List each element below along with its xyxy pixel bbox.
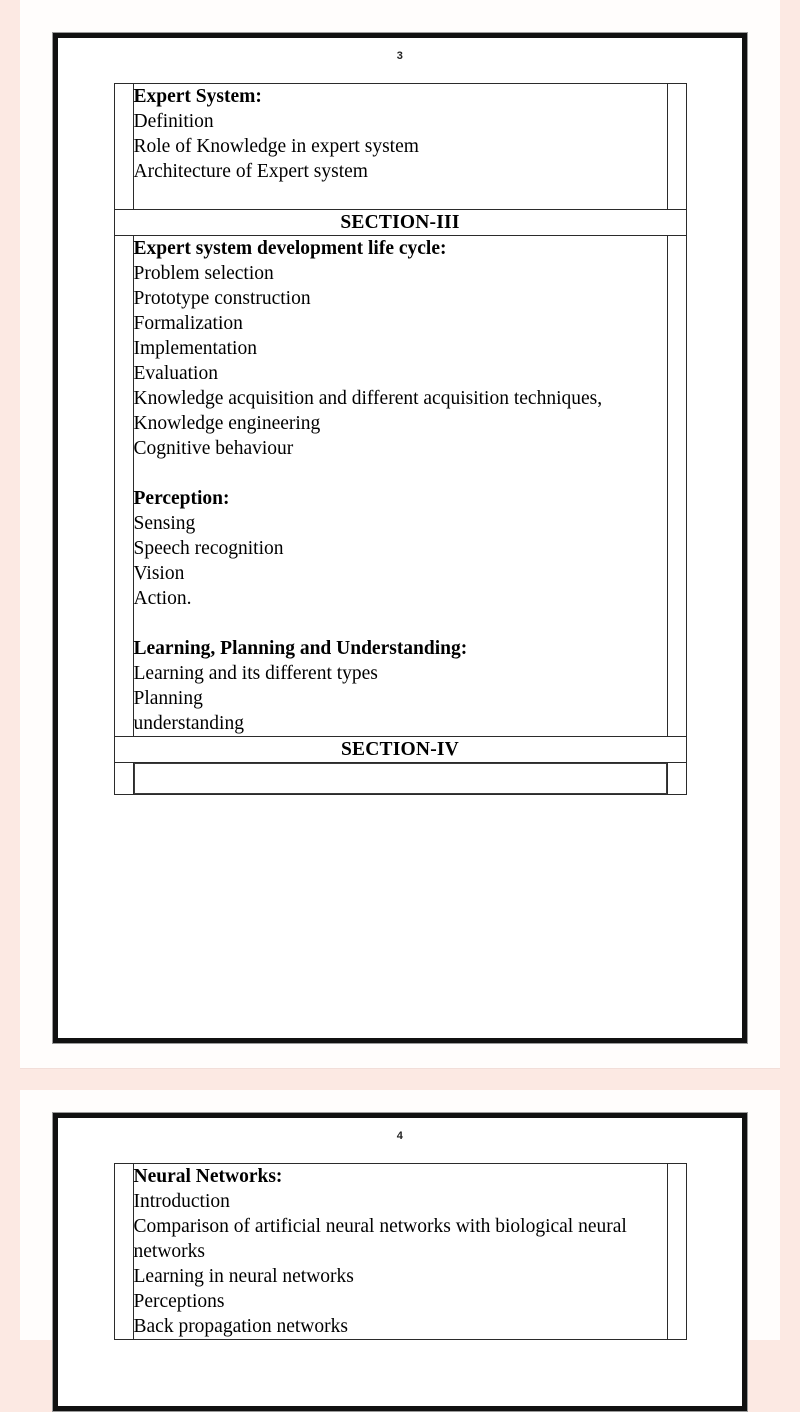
page-number-4: 4 [396, 1130, 404, 1142]
topic-line: understanding [133, 713, 244, 734]
table-row [114, 236, 686, 737]
blank-line [134, 611, 667, 636]
topic-line: Cognitive behaviour [133, 438, 294, 459]
topic-line: Evaluation [133, 363, 218, 384]
left-rail-cell [114, 1164, 133, 1340]
topic-line: Introduction [133, 1191, 230, 1212]
topic-cell-neural-networks [133, 1164, 667, 1340]
topic-heading: Learning, Planning and Understanding: [133, 638, 468, 659]
syllabus-table-page-4 [114, 1163, 687, 1340]
topic-cell-expert-system [133, 84, 667, 210]
page-separator-gap [20, 1068, 780, 1090]
topic-heading: Expert system development life cycle: [133, 238, 447, 259]
page-4-frame [53, 1113, 747, 1411]
section-heading-iv: SECTION-IV [114, 737, 686, 763]
topic-line: Vision [133, 563, 185, 584]
left-rail-cell [114, 763, 133, 795]
table-row [114, 210, 686, 236]
right-rail-cell [667, 236, 686, 737]
section-heading-iii: SECTION-III [114, 210, 686, 236]
left-rail-cell [114, 84, 133, 210]
empty-content-cell [133, 763, 667, 795]
topic-heading: Neural Networks: [133, 1166, 283, 1187]
topic-line: Back propagation networks [133, 1316, 348, 1337]
topic-line: Comparison of artificial neural networks with biological neural networks [133, 1216, 627, 1262]
topic-line: Sensing [133, 513, 196, 534]
table-row [114, 84, 686, 210]
table-row [114, 763, 686, 795]
document-viewport[interactable] [20, 0, 780, 1340]
topic-line: Action. [133, 588, 192, 609]
empty-text-box[interactable] [134, 763, 667, 794]
left-rail-cell [114, 236, 133, 737]
syllabus-table-page-3 [114, 83, 687, 795]
topic-line: Speech recognition [133, 538, 284, 559]
topic-heading: Expert System: [133, 86, 262, 107]
table-row [114, 737, 686, 763]
page-number-3: 3 [396, 50, 404, 62]
topic-line: Implementation [133, 338, 257, 359]
topic-line: Knowledge engineering [133, 413, 321, 434]
topic-cell-section-iii-body [133, 236, 667, 737]
topic-line: Problem selection [133, 263, 274, 284]
document-page-4 [52, 1112, 748, 1412]
blank-line [134, 461, 667, 486]
topic-line: Learning and its different types [133, 663, 378, 684]
topic-line: Planning [133, 688, 203, 709]
topic-line: Knowledge acquisition and different acquisition techniques, [133, 388, 603, 409]
topic-line: Formalization [133, 313, 243, 334]
topic-line: Architecture of Expert system [133, 161, 368, 182]
right-rail-cell [667, 763, 686, 795]
topic-line: Definition [133, 111, 214, 132]
document-page-3 [52, 32, 748, 1044]
topic-line: Learning in neural networks [133, 1266, 354, 1287]
page-3-frame [53, 33, 747, 1043]
topic-line: Perceptions [133, 1291, 225, 1312]
topic-heading: Perception: [133, 488, 230, 509]
blank-line [134, 184, 667, 209]
topic-line: Role of Knowledge in expert system [133, 136, 419, 157]
right-rail-cell [667, 1164, 686, 1340]
right-rail-cell [667, 84, 686, 210]
topic-line: Prototype construction [133, 288, 311, 309]
table-row [114, 1164, 686, 1340]
